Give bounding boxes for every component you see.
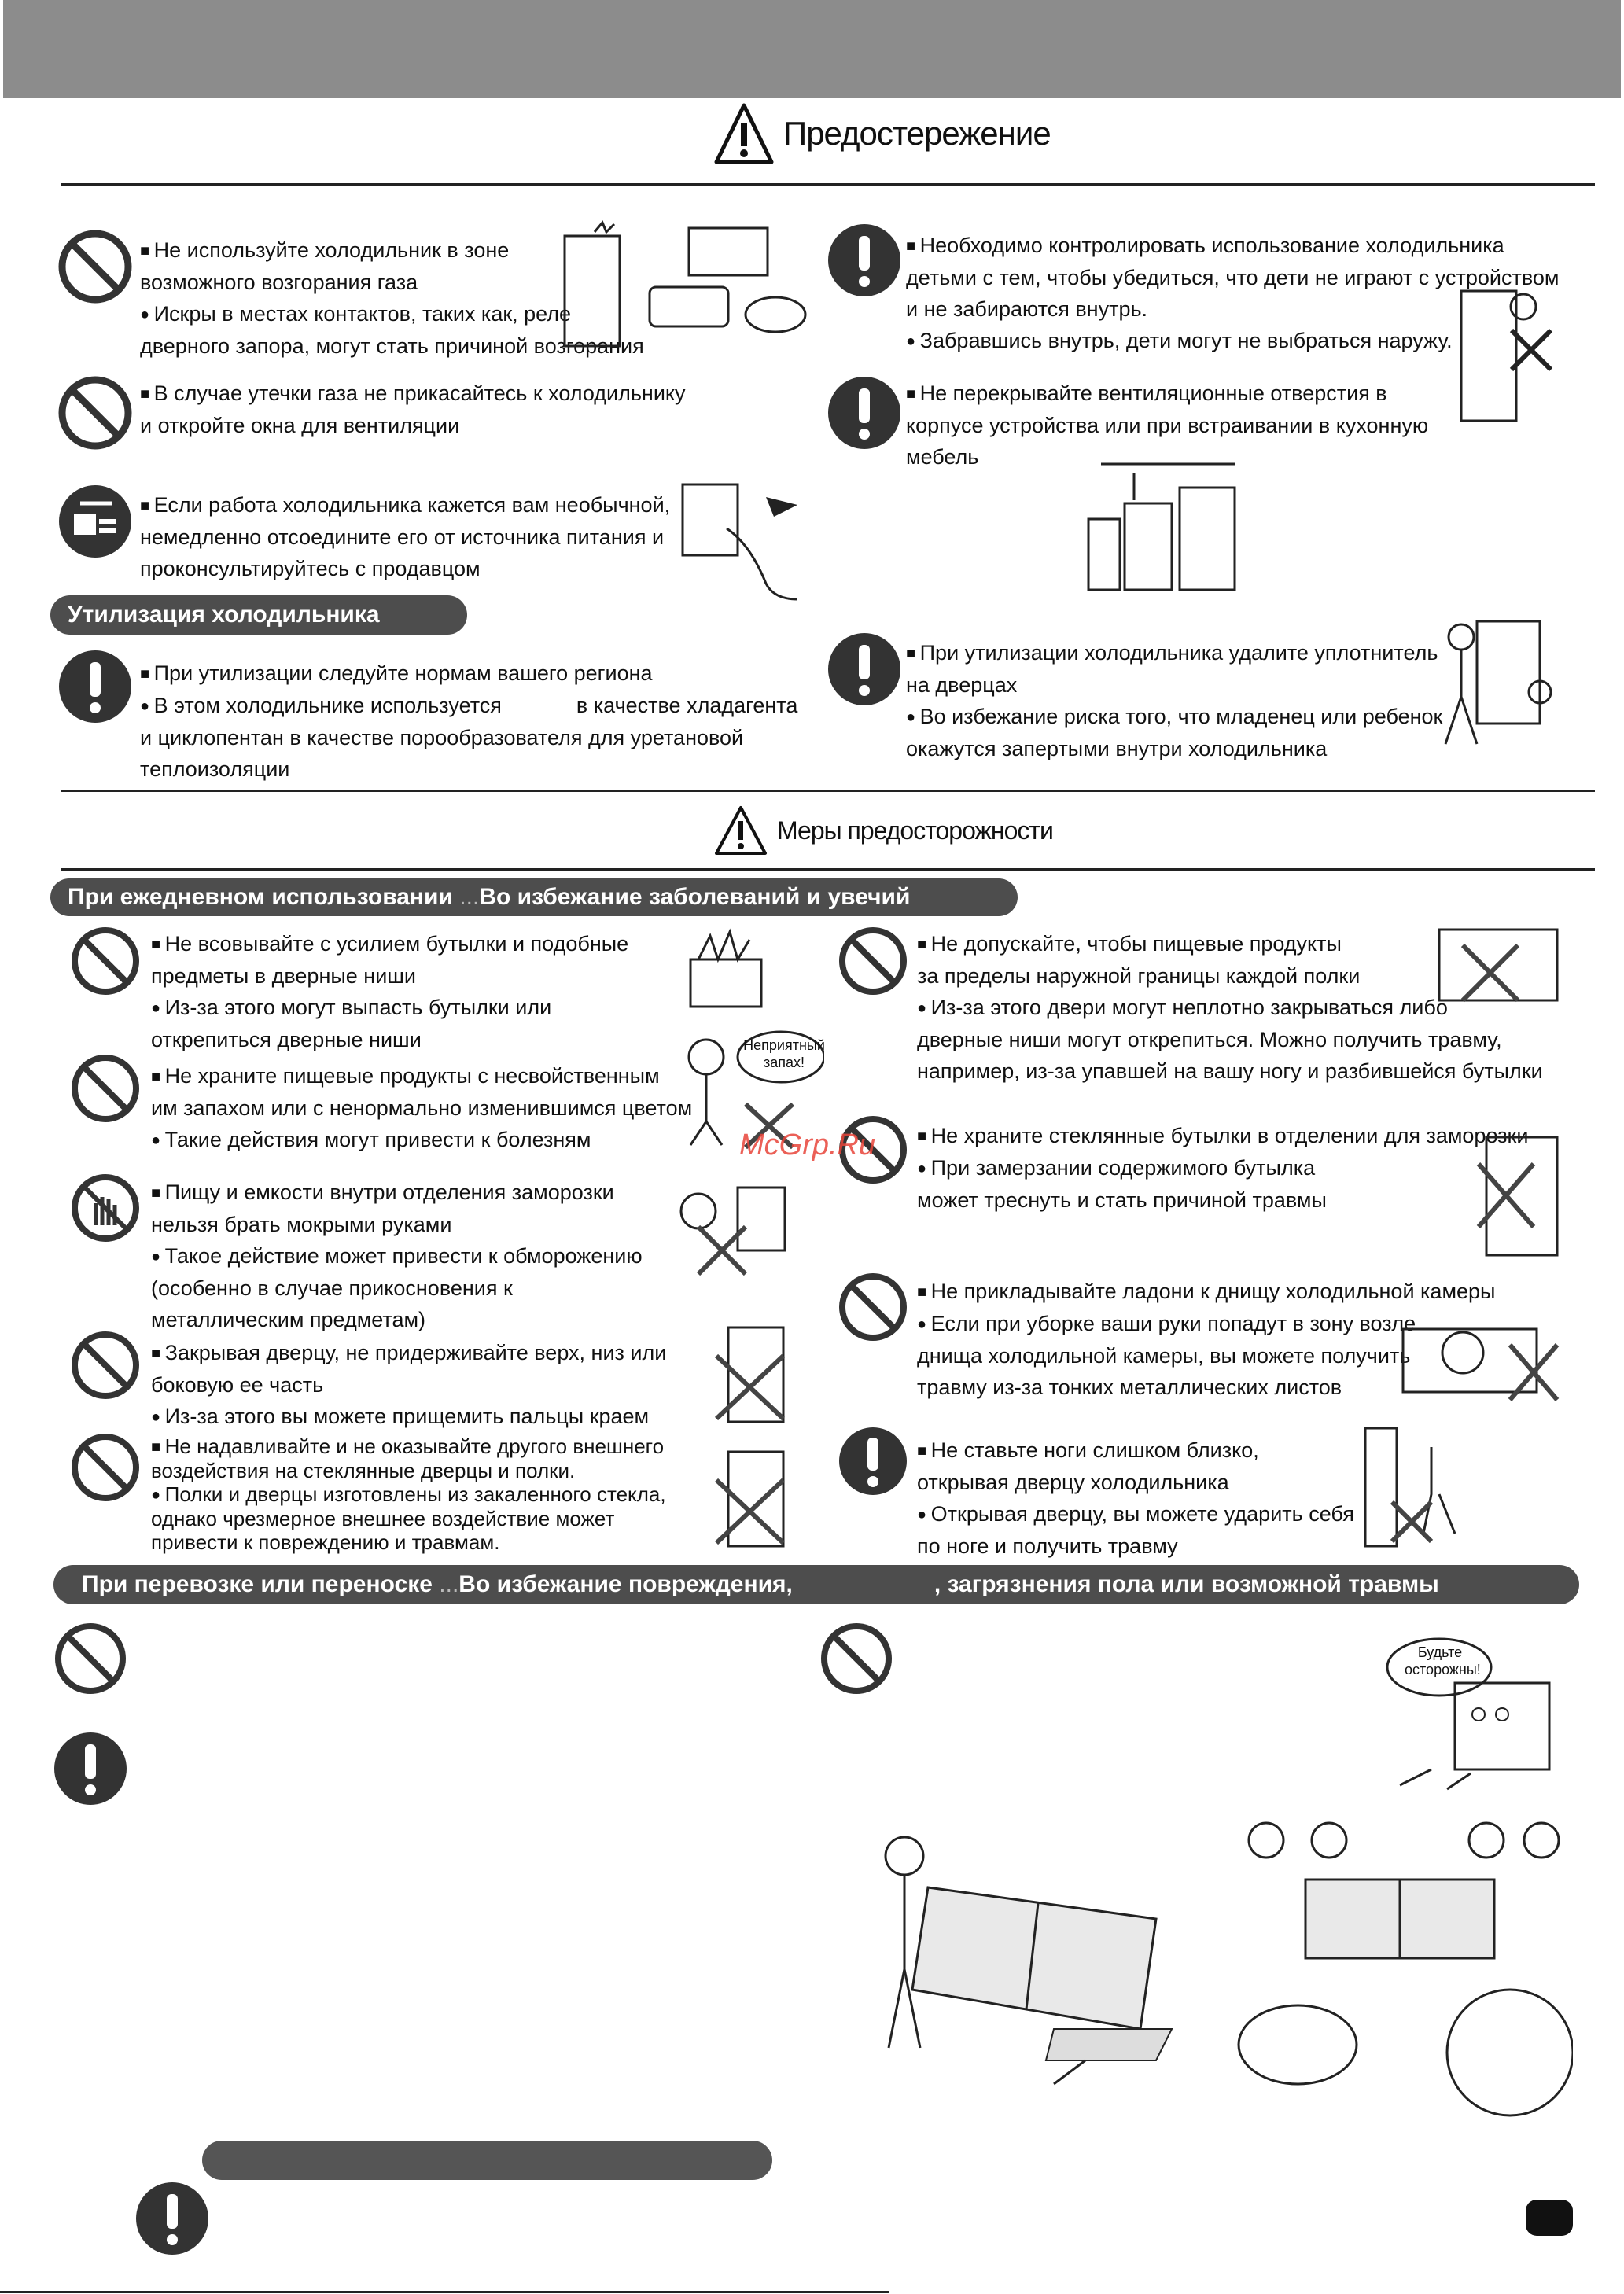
caution-title <box>714 805 1053 856</box>
item-line: и не забираются внутрь. <box>906 297 1148 321</box>
item-line: возможного возгорания газа <box>140 271 418 294</box>
item-line: ■ Не используйте холодильник в зоне <box>140 234 644 267</box>
item-line: открывая дверцу холодильника <box>917 1471 1229 1494</box>
disposal-pill-label: Утилизация холодильника <box>68 602 380 628</box>
item-line: детьми с тем, чтобы убедиться, что дети не играют с устройством <box>906 266 1560 289</box>
item-bullet: ● Такое действие может привести к обморожению <box>151 1240 643 1272</box>
prohibition-icon <box>837 1271 909 1343</box>
prohibition-icon <box>818 1620 895 1697</box>
item-bullet: по ноге и получить травму <box>917 1534 1178 1558</box>
item-line: немедленно отсоедините его от источника питания и <box>140 525 665 549</box>
item-line: ■ Не ставьте ноги слишком близко, <box>917 1434 1354 1467</box>
item-line: воздействия на стеклянные дверцы и полки. <box>151 1459 576 1482</box>
item-line: ■ Не допускайте, чтобы пищевые продукты <box>917 928 1543 960</box>
item-line: им запахом или с ненормально изменившимся цветом <box>151 1096 693 1120</box>
child-climbing-illustration <box>1456 283 1559 425</box>
item-bullet: открепиться дверные ниши <box>151 1028 422 1051</box>
freezer-hand-illustration <box>667 1180 793 1282</box>
mandatory-icon <box>826 374 903 451</box>
door-feet-illustration <box>1361 1423 1494 1549</box>
warning-item-door-seal <box>906 637 1442 764</box>
wet-hand-icon <box>69 1172 142 1244</box>
disposal-pill <box>50 595 467 635</box>
door-seal-removal-illustration <box>1430 613 1563 755</box>
item-line: ■ Закрывая дверцу, не придерживайте верх, низ или <box>151 1337 666 1369</box>
freezer-bottle-illustration <box>1471 1132 1565 1258</box>
transport-pill-rest: Во избежание повреждения, <box>458 1571 793 1597</box>
transport-pill-dots: ... <box>439 1571 459 1597</box>
item-bullet: теплоизоляции <box>140 757 290 781</box>
item-line: ■ Не прикладывайте ладони к днищу холодильной камеры <box>917 1276 1495 1308</box>
warning-triangle-icon <box>714 805 768 856</box>
daily-item-glass <box>151 1434 666 1554</box>
item-line: ■ В случае утечки газа не прикасайтесь к холодильнику <box>140 377 686 410</box>
glass-press-illustration <box>713 1449 791 1551</box>
item-line: проконсультируйтесь с продавцом <box>140 557 481 580</box>
transport-pill <box>53 1565 1579 1604</box>
item-line: ■ Не храните стеклянные бутылки в отделении для заморозки <box>917 1120 1528 1152</box>
item-bullet: привести к повреждению и травмам. <box>151 1530 500 1554</box>
prohibition-icon <box>837 925 909 997</box>
item-bullet: ● Из-за этого двери могут неплотно закрываться либо <box>917 992 1543 1024</box>
falling-bottle-illustration <box>1431 922 1565 1016</box>
divider <box>61 790 1595 792</box>
item-bullet: окажутся запертыми внутри холодильника <box>906 737 1328 760</box>
item-line: ■ Необходимо контролировать использование холодильника <box>906 230 1559 262</box>
daily-pill-dots: ... <box>459 884 480 910</box>
fridge-bottom-illustration <box>1400 1305 1565 1416</box>
item-bullet: металлическим предметам) <box>151 1308 426 1331</box>
item-bullet: ● Полки и дверцы изготовлены из закаленного стекла, <box>151 1482 666 1507</box>
tilted-fridge-carry-illustration <box>857 1825 1188 2092</box>
warning-title <box>714 102 1051 165</box>
mandatory-icon <box>826 222 903 299</box>
warning-title-text: Предостережение <box>783 115 1051 152</box>
daily-pill-main: При ежедневном использовании <box>68 884 453 910</box>
daily-item-smell <box>151 1060 692 1156</box>
mandatory-icon <box>826 631 903 708</box>
item-line: ■ Не надавливайте и не оказывайте другого внешнего <box>151 1434 666 1459</box>
item-bullet: и циклопентан в качестве порообразователя для уретановой <box>140 726 744 749</box>
mandatory-icon <box>57 648 134 725</box>
unplug-hand-illustration <box>679 481 805 607</box>
divider <box>61 868 1595 871</box>
item-bullet: например, из-за упавшей на вашу ногу и разбившейся бутылки <box>917 1059 1543 1083</box>
daily-item-wet-hands <box>151 1176 643 1335</box>
item-bullet: может треснуть и стать причиной травмы <box>917 1188 1327 1212</box>
item-line: корпусе устройства или при встраивании в кухонную <box>906 414 1429 437</box>
item-bullet: ● Искры в местах контактов, таких как, реле <box>140 298 644 330</box>
bottles-door-illustration <box>683 928 769 1014</box>
item-line: ■ При утилизации следуйте нормам вашего региона <box>140 657 797 690</box>
item-bullet: ● Во избежание риска того, что младенец или ребенок <box>906 701 1442 733</box>
door-pinch-illustration <box>713 1324 791 1427</box>
prohibition-icon <box>57 374 134 451</box>
item-line: на дверцах <box>906 673 1018 697</box>
prohibition-icon <box>69 1329 142 1401</box>
prohibition-icon <box>69 1052 142 1125</box>
item-line: нельзя брать мокрыми руками <box>151 1213 452 1236</box>
item-bullet: ● При замерзании содержимого бутылка <box>917 1152 1528 1184</box>
header-bar <box>3 0 1621 98</box>
kitchen-cabinet-illustration <box>1085 456 1243 598</box>
warning-item-unusual <box>140 489 670 584</box>
disposal-item <box>140 657 797 785</box>
daily-item-feet <box>917 1434 1354 1562</box>
item-bullet: ● Из-за этого могут выпасть бутылки или <box>151 992 628 1024</box>
item-line: ■ Не всовывайте с усилием бутылки и подобные <box>151 928 628 960</box>
item-bullet: (особенно в случае прикосновения к <box>151 1276 513 1300</box>
watermark: McGrp.Ru <box>739 1129 876 1162</box>
daily-use-pill <box>50 878 1018 916</box>
warning-item-gas-leak <box>140 377 686 441</box>
item-bullet: дверные ниши могут открепиться. Можно получить травму, <box>917 1028 1502 1051</box>
divider <box>0 2291 889 2293</box>
item-bullet: ● Открывая дверцу, вы можете ударить себя <box>917 1498 1354 1530</box>
item-line: ■ Не храните пищевые продукты с несвойственным <box>151 1060 692 1092</box>
item-bullet: дверного запора, могут стать причиной возгорания <box>140 334 644 358</box>
item-line: ■ При утилизации холодильника удалите уплотнитель <box>906 637 1442 669</box>
team-carry-illustration <box>1235 1817 1573 2123</box>
item-bullet: травму из-за тонких металлических листов <box>917 1375 1342 1399</box>
item-bullet: однако чрезмерное внешнее воздействие может <box>151 1507 615 1530</box>
mandatory-icon <box>837 1425 909 1497</box>
item-line: и откройте окна для вентиляции <box>140 414 460 437</box>
item-line: предметы в дверные ниши <box>151 964 417 988</box>
prohibition-icon <box>69 1431 142 1504</box>
bottom-section-pill <box>202 2141 772 2180</box>
item-bullet: в качестве хладагента <box>576 694 798 717</box>
item-bullet: днища холодильной камеры, вы можете получить <box>917 1344 1411 1368</box>
daily-pill-rest: Во избежание заболеваний и увечий <box>479 884 911 910</box>
item-line: за пределы наружной границы каждой полки <box>917 964 1361 988</box>
mandatory-icon <box>52 1730 129 1807</box>
item-line: боковую ее часть <box>151 1373 324 1397</box>
item-bullet: ● Такие действия могут привести к болезням <box>151 1124 692 1156</box>
item-line: ■ Не перекрывайте вентиляционные отверстия в <box>906 377 1428 410</box>
daily-item-bottles <box>151 928 628 1055</box>
item-bullet: В этом холодильнике используется <box>153 694 502 717</box>
caution-title-text: Меры предосторожности <box>777 816 1053 845</box>
daily-item-glass-freezer <box>917 1120 1528 1216</box>
gas-spark-illustration <box>563 220 807 354</box>
item-line: ■ Если работа холодильника кажется вам необычной, <box>140 489 670 521</box>
item-bullet: ● Если при уборке ваши руки попадут в зону возле <box>917 1308 1495 1340</box>
item-bullet: ● Из-за этого вы можете прищемить пальцы краем <box>151 1401 666 1433</box>
item-line: мебель <box>906 445 979 469</box>
warning-triangle-icon <box>714 102 774 165</box>
unplug-icon <box>57 483 134 560</box>
transport-pill-main: При перевозке или переноске <box>82 1571 433 1597</box>
daily-item-door-edge <box>151 1337 666 1433</box>
page-number-badge <box>1526 2200 1573 2236</box>
smell-bubble-text: Неприятный запах! <box>743 1037 825 1070</box>
item-line: ■ Пищу и емкости внутри отделения заморозки <box>151 1176 643 1209</box>
mandatory-icon <box>134 2180 211 2257</box>
divider <box>61 183 1595 186</box>
item-bullet: ● Забравшись внутрь, дети могут не выбраться наружу. <box>906 325 1559 357</box>
prohibition-icon <box>57 228 134 305</box>
prohibition-icon <box>52 1620 129 1697</box>
careful-bubble-text: Будьте осторожны! <box>1405 1644 1481 1677</box>
transport-pill-tail: , загрязнения пола или возможной травмы <box>934 1571 1439 1597</box>
prohibition-icon <box>69 925 142 997</box>
